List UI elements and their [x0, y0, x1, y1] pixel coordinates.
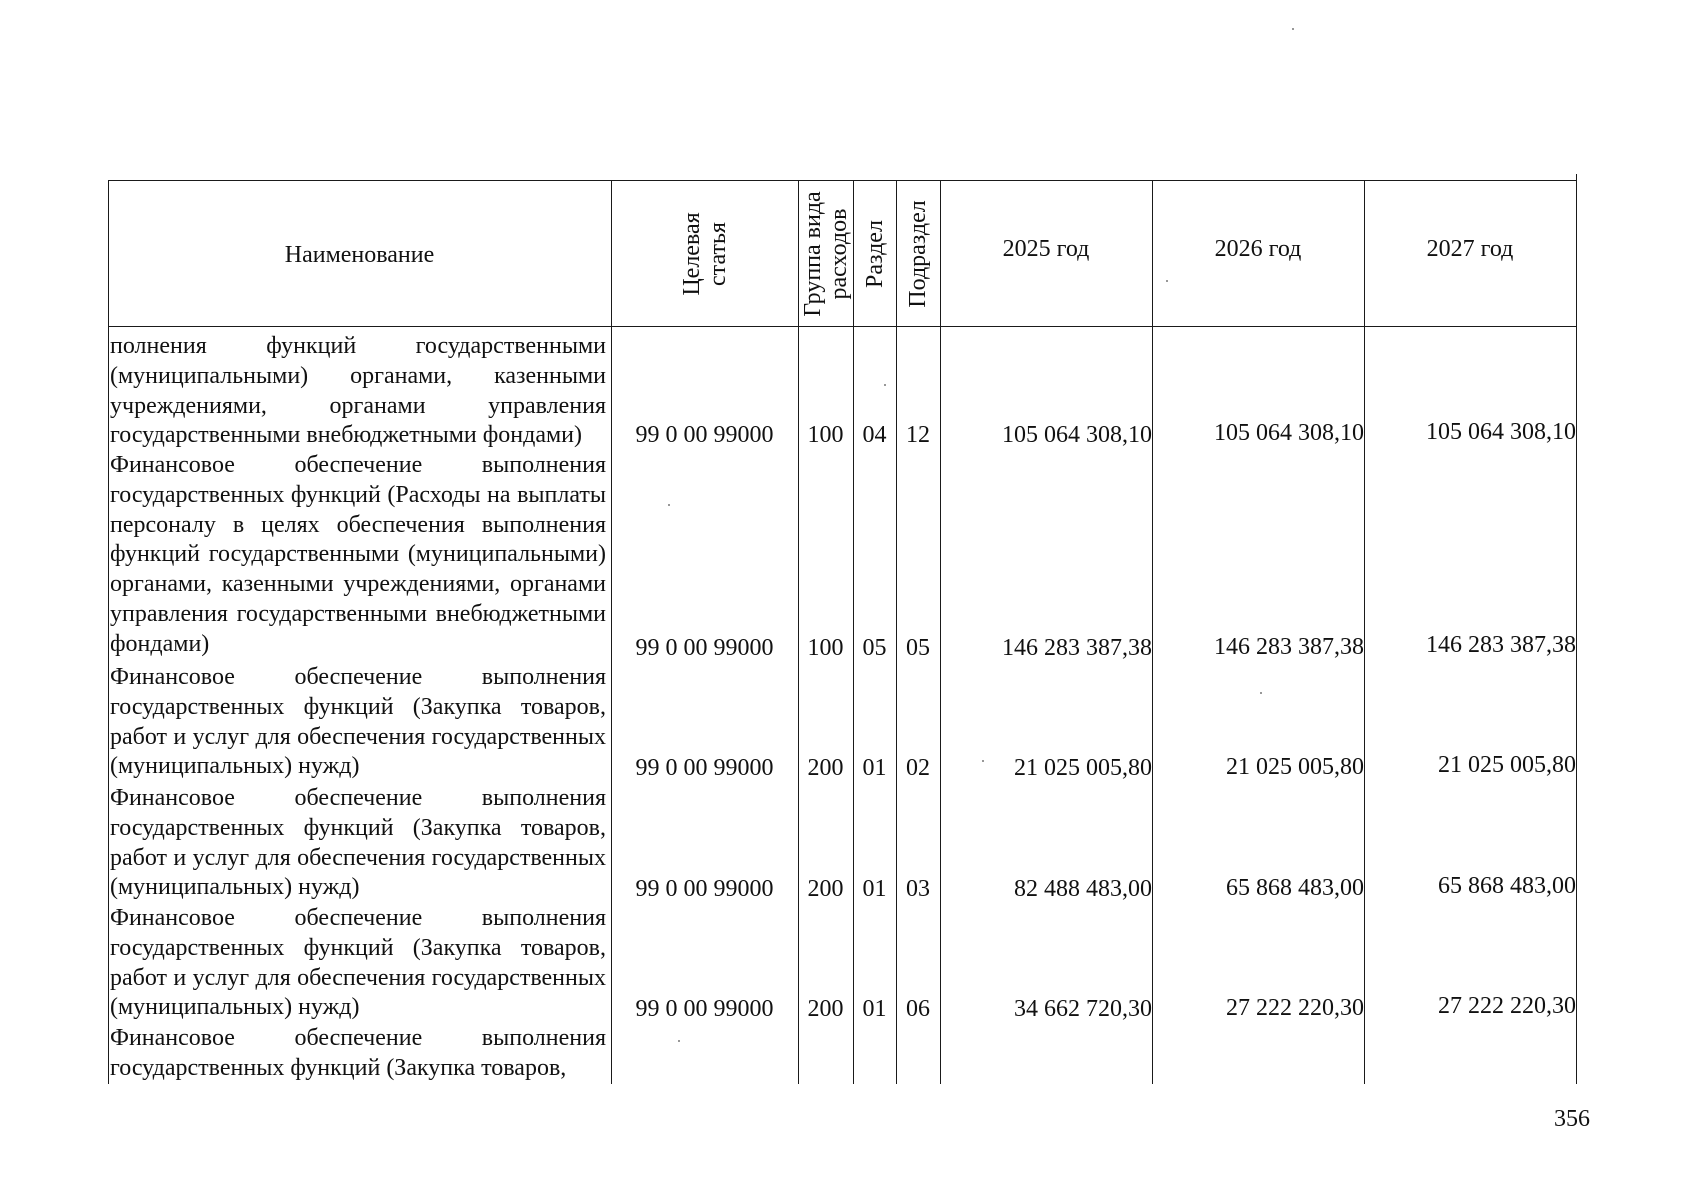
row-amount-2027: 146 283 387,38: [1426, 632, 1576, 658]
row-description: Финансовое обеспечение выполнения государственных функций (Закупка товаров, работ и услуг для обеспечения государственных (муниципальных) нужд): [110, 905, 606, 1021]
row-description: Финансовое обеспечение выполнения государственных функций (Закупка товаров, работ и услуг для обеспечения государственных (муниципальных) нужд): [110, 664, 606, 780]
row-expense-group: 200: [807, 876, 844, 902]
row-target-article: 99 0 00 99000: [635, 876, 774, 902]
header-section: Раздел: [862, 220, 888, 288]
page-number: 356: [1554, 1106, 1590, 1132]
row-amount-2025: 146 283 387,38: [1002, 635, 1152, 661]
row-expense-group: 200: [807, 996, 844, 1022]
row-amount-2026: 21 025 005,80: [1226, 754, 1364, 780]
header-name: Наименование: [284, 242, 435, 268]
row-amount-2026: 146 283 387,38: [1214, 634, 1364, 660]
row-amount-2025: 21 025 005,80: [1014, 755, 1152, 781]
row-expense-group: 200: [807, 755, 844, 781]
row-subsection: 03: [906, 876, 930, 902]
row-target-article: 99 0 00 99000: [635, 422, 774, 448]
col-divider: [798, 180, 799, 1084]
header-subsection: Подраздел: [905, 200, 931, 308]
scan-speck: [1292, 28, 1294, 30]
header-expense-group-line1: Группа вида: [800, 191, 826, 317]
row-amount-2026: 105 064 308,10: [1214, 420, 1364, 446]
budget-table: [108, 174, 1576, 1084]
row-target-article: 99 0 00 99000: [635, 996, 774, 1022]
header-year-2027: 2027 год: [1426, 236, 1514, 262]
row-amount-2026: 27 222 220,30: [1226, 995, 1364, 1021]
row-amount-2025: 34 662 720,30: [1014, 996, 1152, 1022]
row-subsection: 05: [906, 635, 930, 661]
row-subsection: 06: [906, 996, 930, 1022]
row-expense-group: 100: [807, 635, 844, 661]
table-left-border: [108, 180, 109, 1084]
row-section: 04: [862, 422, 887, 448]
row-section: 01: [862, 755, 887, 781]
header-year-2026: 2026 год: [1214, 236, 1302, 262]
scan-speck: [1166, 280, 1168, 282]
row-amount-2027: 105 064 308,10: [1426, 419, 1576, 445]
row-expense-group: 100: [807, 422, 844, 448]
row-subsection: 12: [906, 422, 930, 448]
scan-speck: [982, 760, 984, 762]
col-divider: [896, 180, 897, 1084]
row-amount-2025: 105 064 308,10: [1002, 422, 1152, 448]
row-section: 05: [862, 635, 887, 661]
scan-speck: [884, 384, 886, 386]
row-description: Финансовое обеспечение выполнения государственных функций (Закупка товаров,: [110, 1025, 606, 1081]
row-description: полнения функций государственными (муниципальными) органами, казенными учреждениями, органами управления государственными внебюджетными фондами): [110, 333, 606, 449]
header-expense-group: [800, 191, 852, 316]
table-top-border: [108, 180, 1576, 181]
row-amount-2027: 65 868 483,00: [1438, 873, 1576, 899]
row-target-article: 99 0 00 99000: [635, 635, 774, 661]
col-divider: [940, 180, 941, 1084]
row-description: Финансовое обеспечение выполнения государственных функций (Расходы на выплаты персоналу в целях обеспечения выполнения функций государственными (муниципальными) органами, казенными учреждениями, органами управления государственными внебюджетными фондами): [110, 452, 606, 657]
row-subsection: 02: [906, 755, 930, 781]
scan-speck: [1260, 692, 1262, 694]
table-right-border: [1576, 174, 1577, 1084]
scan-speck: [668, 504, 670, 506]
header-target-article-line1: Целевая: [679, 212, 705, 296]
header-bottom-border: [108, 326, 1576, 327]
header-target-article-line2: статья: [705, 222, 731, 286]
col-divider: [853, 180, 854, 1084]
row-amount-2027: 21 025 005,80: [1438, 752, 1576, 778]
row-section: 01: [862, 876, 887, 902]
scan-speck: [678, 1040, 680, 1042]
header-year-2025: 2025 год: [1002, 236, 1090, 262]
row-amount-2026: 65 868 483,00: [1226, 875, 1364, 901]
row-amount-2027: 27 222 220,30: [1438, 993, 1576, 1019]
header-target-article: [679, 212, 731, 295]
header-expense-group-line2: расходов: [826, 208, 852, 300]
col-divider: [611, 180, 612, 1084]
row-description: Финансовое обеспечение выполнения государственных функций (Закупка товаров, работ и услуг для обеспечения государственных (муниципальных) нужд): [110, 785, 606, 901]
row-section: 01: [862, 996, 887, 1022]
row-target-article: 99 0 00 99000: [635, 755, 774, 781]
row-amount-2025: 82 488 483,00: [1014, 876, 1152, 902]
